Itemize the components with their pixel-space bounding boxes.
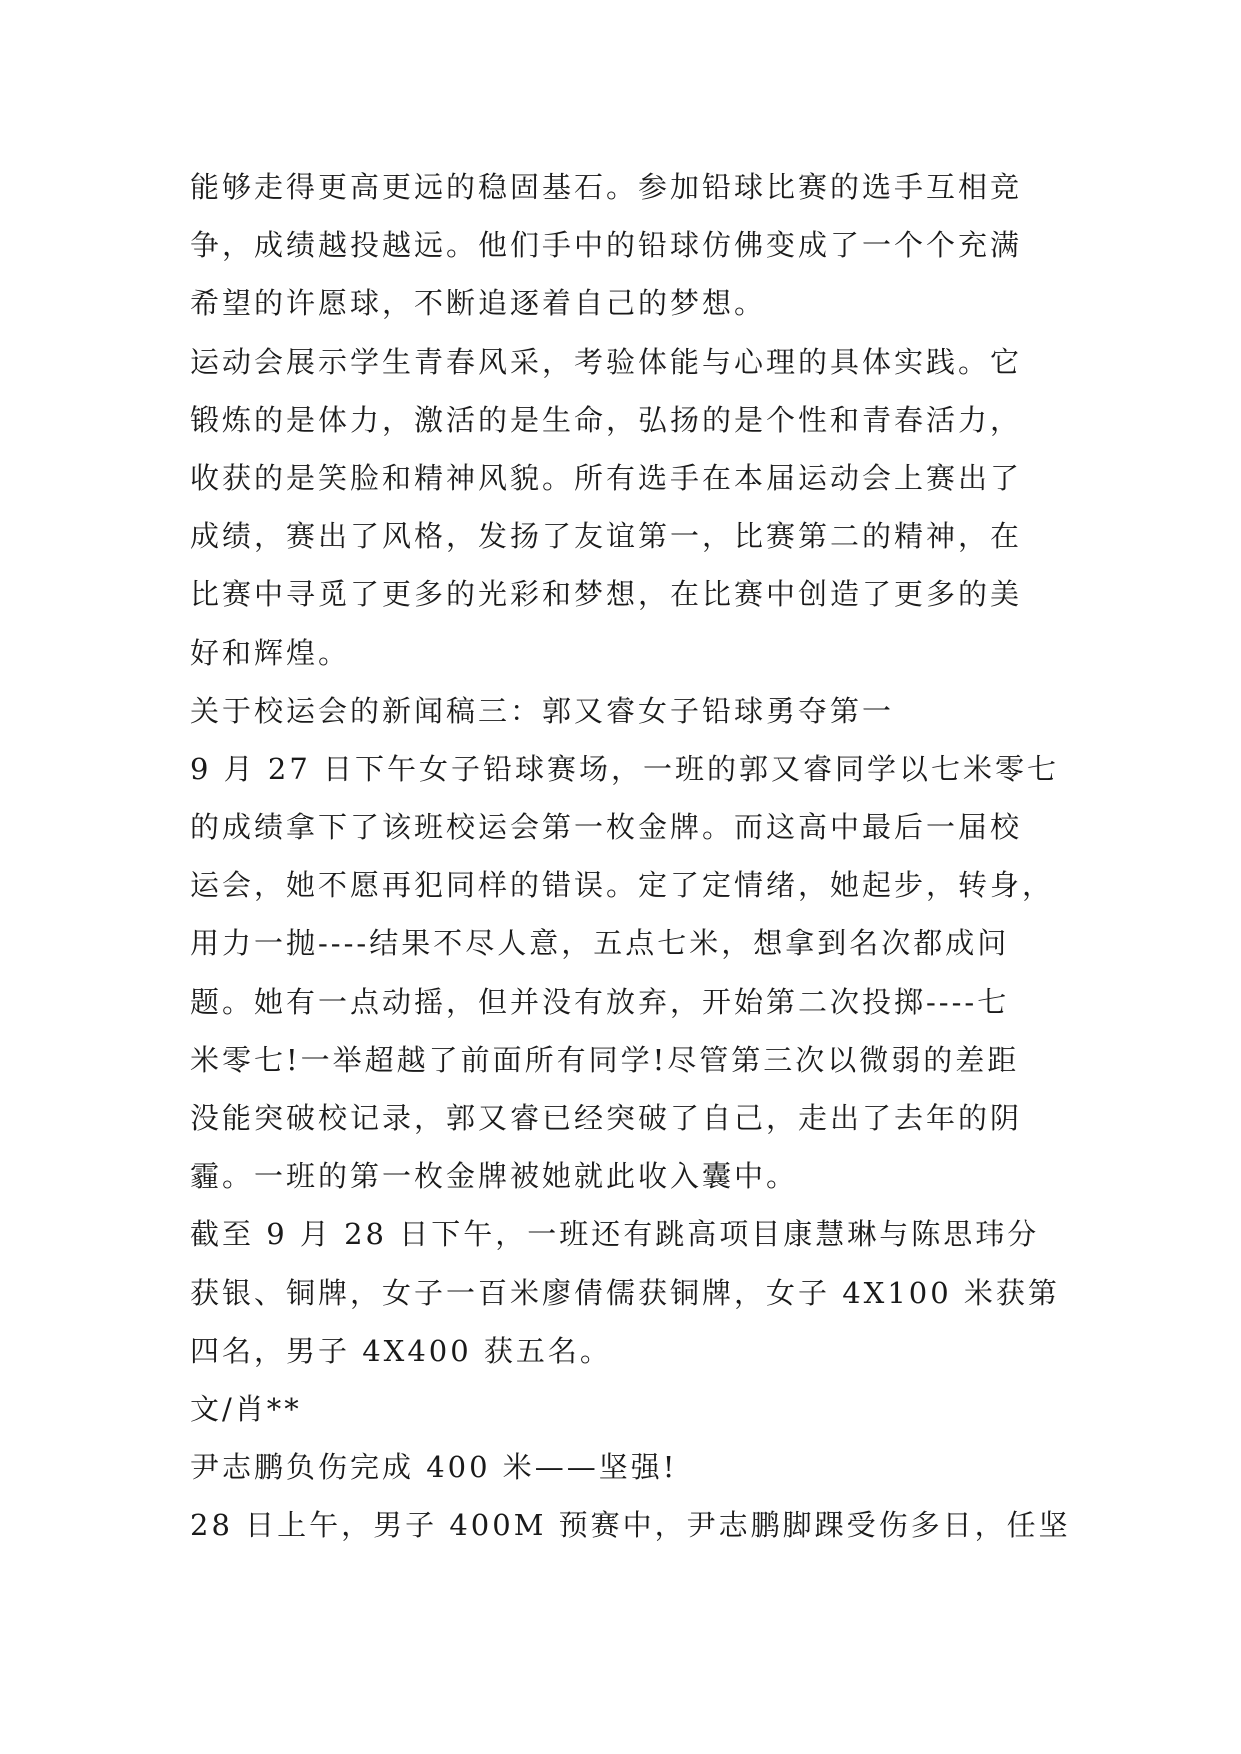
- text-line: 锻炼的是体力，激活的是生命，弘扬的是个性和青春活力，: [190, 402, 1023, 437]
- text-line: 9 月 27 日下午女子铅球赛场，一班的郭又睿同学以七米零七: [190, 751, 1060, 786]
- text-line: 比赛中寻觅了更多的光彩和梦想，在比赛中创造了更多的美: [190, 577, 1023, 612]
- text-line: 争，成绩越投越远。他们手中的铅球仿佛变成了一个个充满: [190, 228, 1023, 263]
- text-line: 霾。一班的第一枚金牌被她就此收入囊中。: [190, 1159, 799, 1194]
- author-byline: 文/肖**: [190, 1391, 302, 1426]
- section-heading: 关于校运会的新闻稿三：郭又睿女子铅球勇夺第一: [190, 693, 895, 728]
- text-line: 用力一抛----结果不尽人意，五点七米，想拿到名次都成问: [190, 926, 1010, 961]
- text-line: 好和辉煌。: [190, 635, 351, 670]
- text-line: 获银、铜牌，女子一百米廖倩儒获铜牌，女子 4X100 米获第: [190, 1275, 1060, 1310]
- text-line: 成绩，赛出了风格，发扬了友谊第一，比赛第二的精神，在: [190, 519, 1023, 554]
- text-line: 能够走得更高更远的稳固基石。参加铅球比赛的选手互相竞: [190, 170, 1023, 204]
- text-line: 米零七!一举超越了前面所有同学!尽管第三次以微弱的差距: [190, 1042, 1020, 1077]
- text-line: 题。她有一点动摇，但并没有放弃，开始第二次投掷----七: [190, 984, 1010, 1019]
- text-line: 运会，她不愿再犯同样的错误。定了定情绪，她起步，转身，: [190, 868, 1055, 903]
- text-line: 四名，男子 4X400 获五名。: [190, 1333, 612, 1368]
- text-line: 截至 9 月 28 日下午，一班还有跳高项目康慧琳与陈思玮分: [190, 1217, 1040, 1252]
- text-line: 的成绩拿下了该班校运会第一枚金牌。而这高中最后一届校: [190, 810, 1023, 845]
- text-line: 28 日上午，男子 400M 预赛中，尹志鹏脚踝受伤多日，任坚: [190, 1508, 1071, 1543]
- section-heading: 尹志鹏负伤完成 400 米——坚强!: [190, 1450, 678, 1485]
- text-line: 希望的许愿球，不断追逐着自己的梦想。: [190, 286, 767, 321]
- text-line: 没能突破校记录，郭又睿已经突破了自己，走出了去年的阴: [190, 1101, 1023, 1135]
- text-line: 收获的是笑脸和精神风貌。所有选手在本届运动会上赛出了: [190, 460, 1023, 495]
- text-line: 运动会展示学生青春风采，考验体能与心理的具体实践。它: [190, 344, 1023, 379]
- document-body: [190, 158, 1070, 1555]
